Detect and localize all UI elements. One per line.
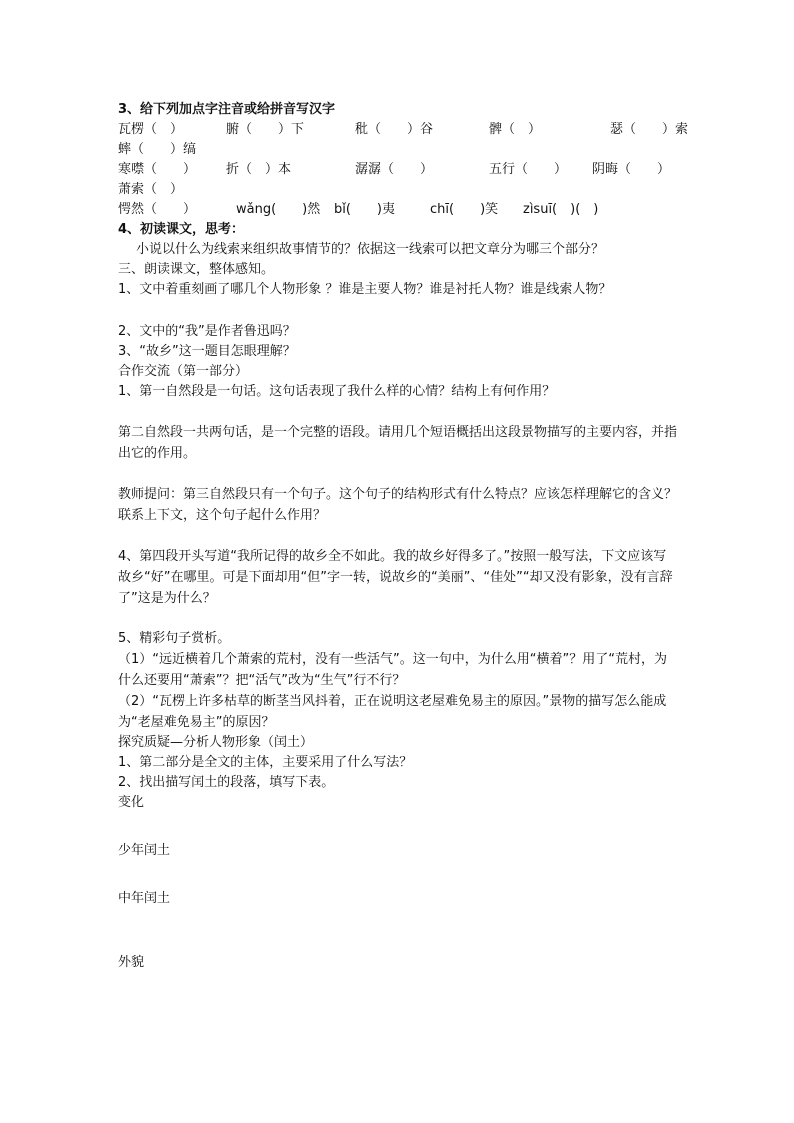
explore-question-2: 2、找出描写闰土的段落，填写下表。 (118, 775, 335, 790)
perception-question-1: 1、文中着重刻画了哪几个人物形象 ？谁是主要人物？谁是衬托人物？谁是线索人物？ (118, 282, 612, 297)
item: 五行（ ） (489, 162, 568, 177)
item: 瑟（ ）索 (610, 122, 689, 137)
document-content (118, 100, 689, 973)
item: 折（ ）本 (226, 162, 292, 177)
question-3-title: 3、给下列加点字注音或给拼音写汉字 (118, 102, 336, 117)
item: 腑（ ）下 (226, 122, 305, 137)
perception-question-3: 3、“故乡”这一题目怎眼理解？ (118, 344, 296, 359)
explore-title: 探究质疑—分析人物形象（闰土） (118, 735, 314, 750)
sentence-analysis-1: （1）“远近横着几个萧索的荒村，没有一些活气”。这一句中，为什么用“横着”？用了“荒村，为什么还要用“萧索”？把“活气”改为“生气”行不行？ (118, 652, 667, 688)
table-header-change: 变化 (118, 795, 145, 810)
sentence-analysis-title: 5、精彩句子赏析。 (118, 631, 231, 646)
item: wǎng( )然 (236, 202, 321, 217)
cooperation-question-2: 第二自然段一共两句话，是一个完整的语段。请用几个短语概括出这段景物描写的主要内容，并指出它的作用。 (118, 425, 678, 461)
item: chī( )笑 (430, 202, 499, 217)
item: bǐ( )夷 (334, 202, 396, 217)
pinyin-row-1 (118, 120, 689, 140)
perception-question-2: 2、文中的“我”是作者鲁迅吗？ (118, 324, 296, 339)
pinyin-row-2-cont: 萧索（ ） (118, 182, 184, 197)
item: 潺潺（ ） (355, 162, 434, 177)
item: 寒噤（ ） (118, 162, 197, 177)
explore-question-1: 1、第二部分是全文的主体，主要采用了什么写法？ (118, 755, 413, 770)
item: 髀（ ） (489, 122, 542, 137)
question-4-title: 4、初读课文，思考： (118, 222, 245, 237)
item: 秕（ ）谷 (355, 122, 434, 137)
cooperation-question-1: 1、第一自然段是一句话。这句话表现了我什么样的心情？结构上有何作用？ (118, 384, 556, 399)
question-4-text: 小说以什么为线索来组织故事情节的？依据这一线索可以把文章分为哪三个部分？ (136, 242, 605, 257)
section-3-title: 三、朗读课文，整体感知。 (118, 262, 275, 277)
pinyin-row-1-cont: 蟀（ ）缟 (118, 142, 197, 157)
cooperation-question-3: 教师提问：第三自然段只有一个句子。这个句子的结构形式有什么特点？应该怎样理解它的含义？联系上下文，这个句子起什么作用？ (118, 487, 678, 523)
sentence-analysis-2: （2）“瓦楞上许多枯草的断茎当风抖着，正在说明这老屋难免易主的原因。”景物的描写怎么能成为“老屋难免易主”的原因？ (118, 694, 667, 730)
cooperation-question-4: 4、第四段开头写道“我所记得的故乡全不如此。我的故乡好得多了。”按照一般写法，下文应该写故乡“好”在哪里。可是下面却用“但”字一转，说故乡的“美丽”、“佳处”“却又没有影象，没有言辞了”这是为什么？ (118, 549, 673, 606)
pinyin-row-2 (118, 160, 678, 180)
cooperation-title: 合作交流（第一部分） (118, 364, 249, 379)
pinyin-row-3 (118, 200, 678, 220)
table-row-young-runtu: 少年闰土 (118, 843, 171, 858)
item: 阴晦（ ） (592, 162, 671, 177)
item: zìsuī( )( ) (523, 202, 599, 217)
table-row-appearance: 外貌 (118, 955, 145, 970)
item: 瓦楞（ ） (118, 122, 184, 137)
table-row-middle-aged-runtu: 中年闰土 (118, 891, 171, 906)
item: 愕然（ ） (118, 202, 197, 217)
